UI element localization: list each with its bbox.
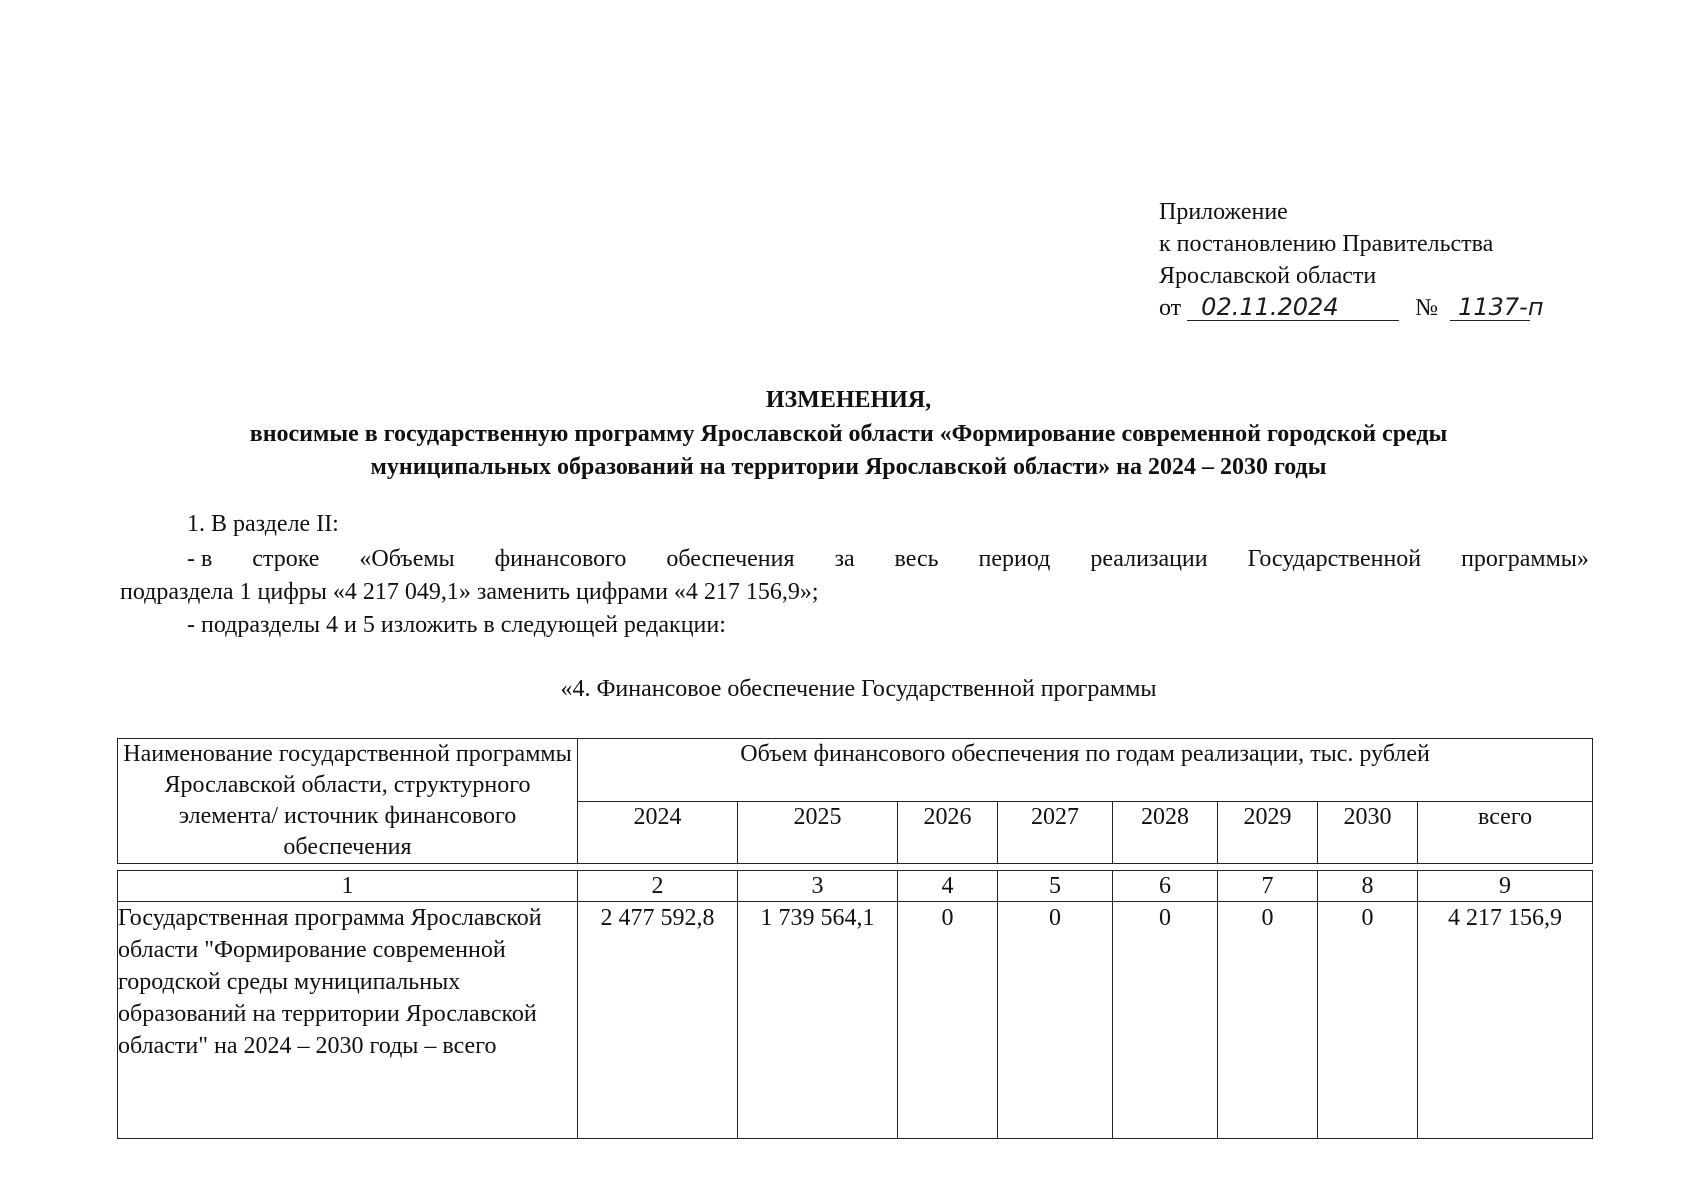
section-paragraph: 1. В разделе II: [187, 511, 339, 537]
annex-title: Приложение [1159, 199, 1288, 225]
year-header: 2025 [738, 801, 898, 864]
word: весь [894, 546, 939, 572]
handwritten-date: 02.11.2024 [1187, 294, 1399, 321]
column-number: 6 [1113, 871, 1218, 902]
word: строке [252, 546, 320, 572]
annex-line-resolution: к постановлению Правительства [1159, 231, 1494, 257]
handwritten-number: 1137-п [1450, 294, 1530, 321]
annex-date-number-line [1159, 292, 1544, 324]
document-subtitle-line1: вносимые в государственную программу Ярославской области «Формирование современной городской среды [249, 421, 1448, 447]
word: за [834, 546, 855, 572]
column-number: 4 [898, 871, 998, 902]
column-number: 2 [578, 871, 738, 902]
year-header: 2026 [898, 801, 998, 864]
table-row [118, 902, 1593, 1139]
number-sign: № [1415, 295, 1439, 321]
annex-line-region: Ярославской области [1159, 263, 1377, 289]
value-cell: 0 [998, 902, 1113, 1139]
document-title: ИЗМЕНЕНИЯ, [765, 387, 932, 413]
column-number-row [118, 871, 1593, 902]
value-cell: 0 [898, 902, 998, 1139]
value-cell: 2 477 592,8 [578, 902, 738, 1139]
paragraph-subsections: - подразделы 4 и 5 изложить в следующей редакции: [187, 612, 726, 638]
header-name-cell: Наименование государственной программы Ярославской области, структурного элемента/ источник финансового обеспечения [118, 739, 578, 864]
word: - в [187, 546, 213, 572]
column-number: 7 [1218, 871, 1318, 902]
column-number: 5 [998, 871, 1113, 902]
year-header: 2028 [1113, 801, 1218, 864]
justified-paragraph-line [187, 546, 1589, 573]
year-header: 2030 [1318, 801, 1418, 864]
year-header: 2027 [998, 801, 1113, 864]
total-header: всего [1418, 801, 1593, 864]
word: финансового [494, 546, 627, 572]
value-cell: 0 [1318, 902, 1418, 1139]
column-number: 3 [738, 871, 898, 902]
word: реализации [1090, 546, 1208, 572]
finance-table-header [117, 738, 1593, 864]
column-number: 8 [1318, 871, 1418, 902]
word: программы» [1461, 546, 1589, 572]
year-header: 2024 [578, 801, 738, 864]
word: Государственной [1247, 546, 1422, 572]
word: период [978, 546, 1051, 572]
document-subtitle-line2: муниципальных образований на территории Ярославской области» на 2024 – 2030 годы [370, 454, 1327, 480]
value-cell: 0 [1218, 902, 1318, 1139]
word: обеспечения [666, 546, 795, 572]
year-header: 2029 [1218, 801, 1318, 864]
subsection-title: «4. Финансовое обеспечение Государственной программы [560, 676, 1157, 702]
value-cell: 1 739 564,1 [738, 902, 898, 1139]
column-number: 9 [1418, 871, 1593, 902]
column-number: 1 [118, 871, 578, 902]
program-name-cell: Государственная программа Ярославской области "Формирование современной городской среды муниципальных образований на территории Ярославской области" на 2024 – 2030 годы – всего [118, 902, 578, 1139]
finance-table-body [117, 870, 1593, 1139]
date-prefix: от [1159, 295, 1182, 321]
paragraph-continuation: подраздела 1 цифры «4 217 049,1» заменить цифрами «4 217 156,9»; [120, 579, 819, 605]
total-value-cell: 4 217 156,9 [1418, 902, 1593, 1139]
annex-block [1159, 196, 1544, 324]
value-cell: 0 [1113, 902, 1218, 1139]
header-volume-cell: Объем финансового обеспечения по годам реализации, тыс. рублей [578, 739, 1593, 802]
word: «Объемы [359, 546, 455, 572]
